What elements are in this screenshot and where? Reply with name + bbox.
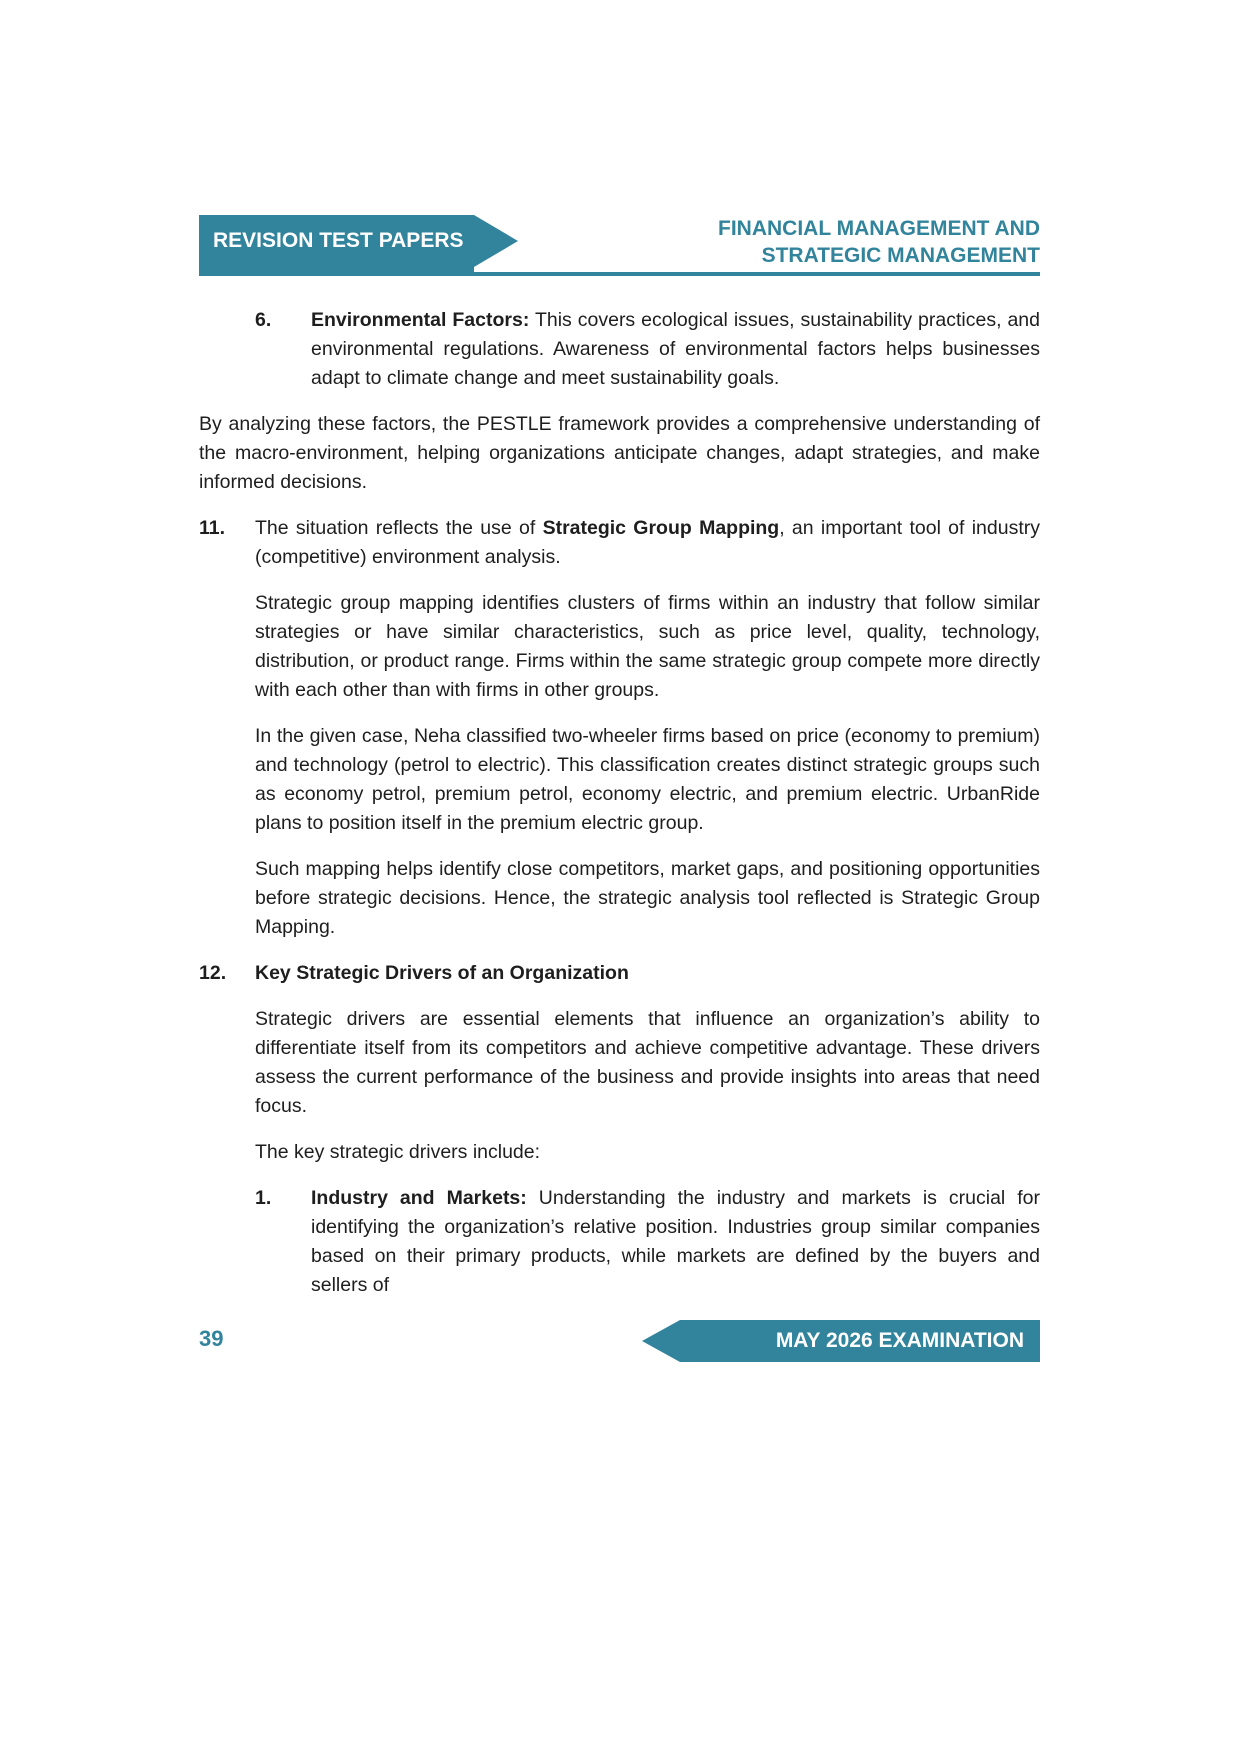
list-number: 12. <box>199 962 227 984</box>
paragraph-pestle-summary: By analyzing these factors, the PESTLE framework provides a comprehensive understanding of the macro-environment, helping organizations anticipate changes, adapt strategies, and make informed decisions. <box>199 413 1040 493</box>
page-number: 39 <box>199 1326 224 1351</box>
paragraph: In the given case, Neha classified two-wheeler firms based on price (economy to premium) and technology (petrol to electric). This classification creates distinct strategic groups such as economy petrol, premium petrol, economy electric, and premium electric. UrbanRide plans to position itself in the premium electric group. <box>255 725 1040 834</box>
list-item-6 <box>255 306 1040 410</box>
header-title <box>474 215 1041 276</box>
paragraph: Strategic group mapping identifies clusters of firms within an industry that follow similar strategies or have similar characteristics, such as price level, quality, technology, distribution, or product range. Firms within the same strategic group compete more directly with each other than with firms in other groups. <box>255 592 1040 701</box>
list-item-text <box>311 1184 1040 1317</box>
paragraph <box>255 514 1040 572</box>
list-item-12-1 <box>255 1184 1040 1317</box>
list-item-12 <box>199 959 1040 1317</box>
list-item-text <box>311 306 1040 410</box>
bold-lead: Industry and Markets: <box>311 1187 527 1209</box>
paragraph: The key strategic drivers include: <box>255 1141 541 1163</box>
footer-banner-ribbon <box>680 1320 1040 1362</box>
list-number: 1. <box>255 1187 272 1209</box>
page-footer <box>199 1320 1040 1362</box>
bold-term: Strategic Group Mapping <box>542 517 780 539</box>
list-number: 6. <box>255 309 272 331</box>
paragraph-text: The situation reflects the use of <box>255 517 536 539</box>
list-number: 11. <box>199 517 226 539</box>
header-title-line2: STRATEGIC MANAGEMENT <box>761 244 1040 267</box>
header-banner-ribbon <box>199 215 474 276</box>
page-content <box>199 215 1040 1317</box>
header-title-line1: FINANCIAL MANAGEMENT AND <box>718 217 1040 240</box>
list-item-text <box>255 959 1040 1317</box>
document-body <box>199 306 1040 1317</box>
paragraph: Such mapping helps identify close competitors, market gaps, and positioning opportunities before strategic decisions. Hence, the strategic analysis tool reflected is Strategic Group Mapping. <box>255 858 1040 938</box>
paragraph-text: This covers ecological issues, sustainability practices, and environmental regulations. Awareness of environmental factors helps businesses adapt to climate change and meet sustainability goals. <box>311 309 1040 389</box>
footer-banner-label: MAY 2026 EXAMINATION <box>775 1329 1024 1352</box>
list-item-text <box>255 514 1040 959</box>
paragraph-text: Understanding the industry and markets is crucial for identifying the organization’s relative position. Industries group similar companies based on their primary products, while markets are defined by the buyers and sellers of <box>311 1187 1040 1296</box>
header-banner-label: REVISION TEST PAPERS <box>213 229 464 252</box>
paragraph-text: , an important tool of industry (competitive) environment analysis. <box>255 517 1040 568</box>
paragraph <box>311 1184 1040 1300</box>
paragraph <box>311 306 1040 393</box>
section-heading: Key Strategic Drivers of an Organization <box>255 962 629 984</box>
list-item-11 <box>199 514 1040 959</box>
page-header <box>199 215 1040 276</box>
bold-lead: Environmental Factors: <box>311 309 530 331</box>
paragraph: Strategic drivers are essential elements that influence an organization’s ability to differentiate itself from its competitors and achieve competitive advantage. These drivers assess the current performance of the business and provide insights into areas that need focus. <box>255 1008 1040 1117</box>
